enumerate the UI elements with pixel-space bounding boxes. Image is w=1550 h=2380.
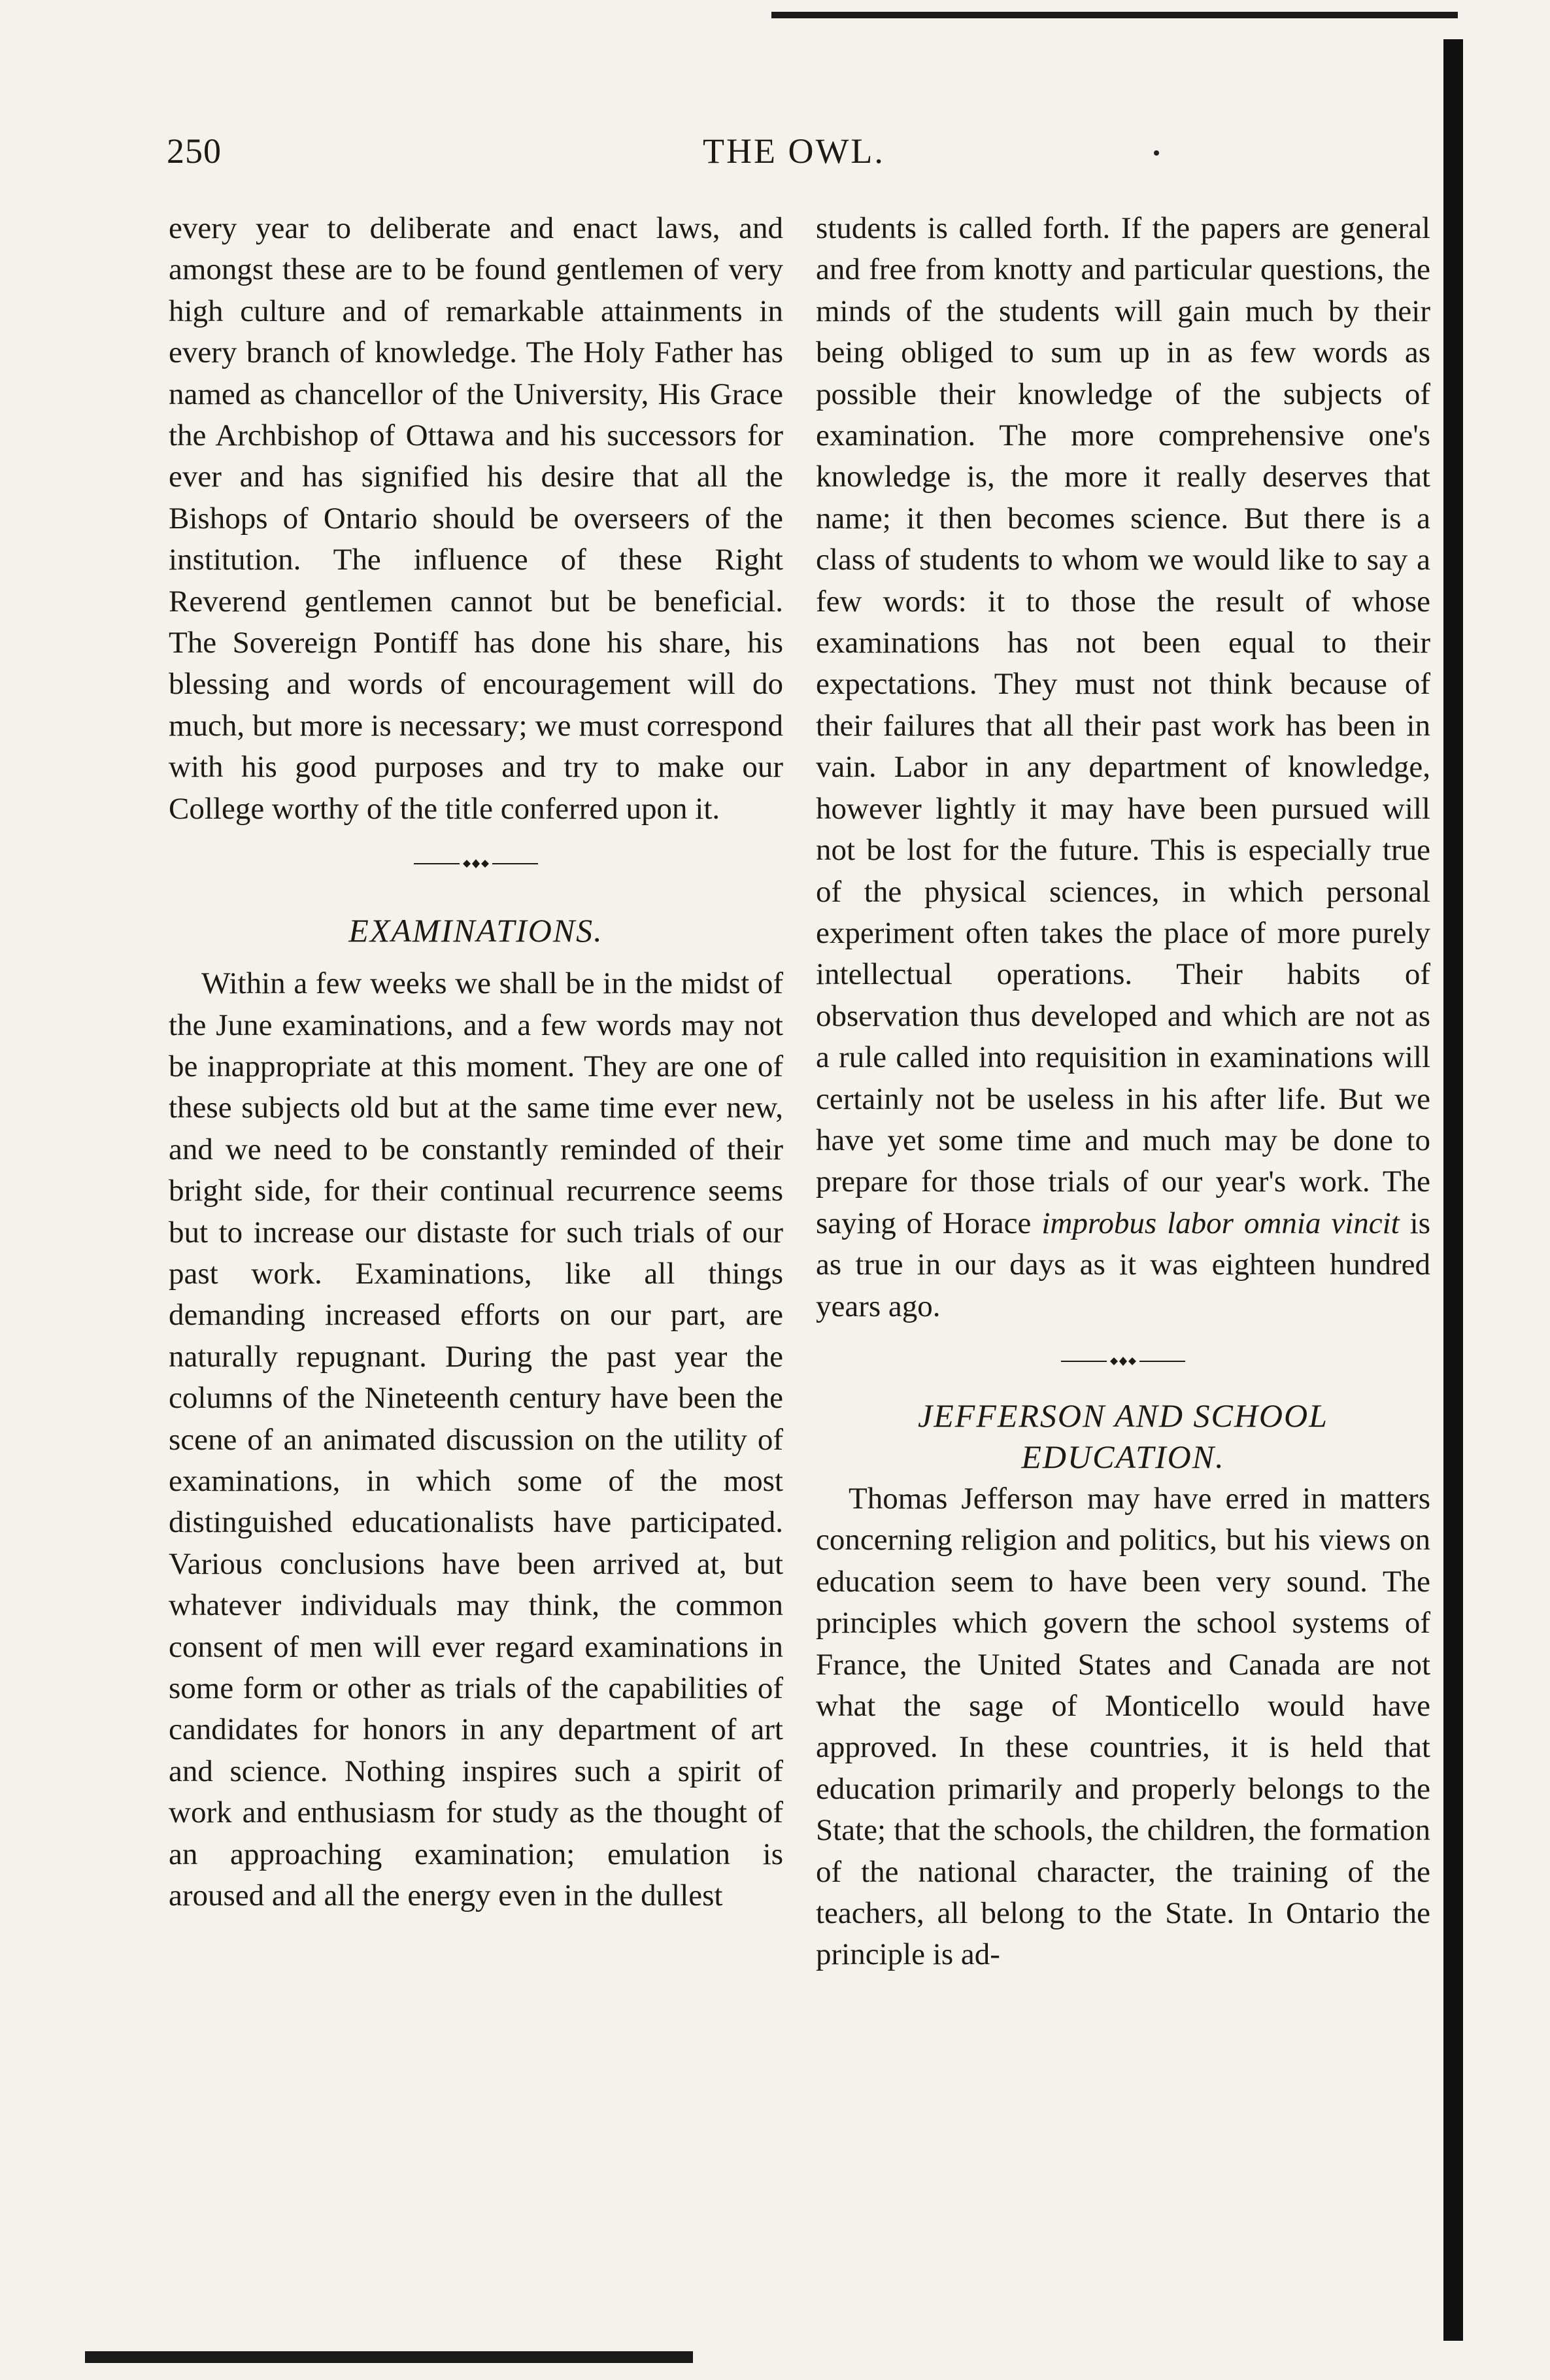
examinations-paragraph: Within a few weeks we shall be in the midst of the June examinations, and a few words may not be inappropriate at this moment. They are one of these subjects old but at the same time ever new, and we need to be constantly reminded of their bright side, for their continual recurrence seems but to increase our distaste for such trials of our past work. Examinations, like all things demanding increased efforts on our part, are naturally repugnant. During the past year the columns of the Nineteenth century have been the scene of an animated discussion on the utility of examinations, in which some of the most distinguished educationalists have participated. Various conclusions have been arrived at, but whatever individuals may think, the common consent of men will ever regard examinations in some form or other as trials of the capabilities of candidates for honors in any department of art and science. Nothing inspires such a spirit of work and enthusiasm for study as the thought of an approaching examination; emulation is aroused and all the energy even in the dullest bbox=[169, 966, 783, 1913]
scan-right-edge-bar bbox=[1443, 39, 1463, 2341]
ornament-divider-icon bbox=[1061, 1355, 1185, 1368]
continuation-text-end: is as true in our days as it was eighteen hundred years ago. bbox=[816, 1206, 1431, 1323]
running-title: THE OWL. bbox=[703, 131, 885, 171]
jefferson-paragraph: Thomas Jefferson may have erred in matters concerning religion and politics, but his views on education seem to have been very sound. The principles which govern the school systems of France, the United States and Canada are not what the sage of Monticello would have approved. In these countries, it is held that education primarily and properly belongs to the State; that the schools, the children, the formation of the national character, the training of the teachers, all belong to the State. In Ontario the principle is ad- bbox=[816, 1481, 1430, 1972]
continuation-text: students is called forth. If the papers are general and free from knotty and particular questions, the minds of the students will gain much by their being obliged to sum up in as few words as possible their knowledge of the subjects of examination. The more comprehensive one's knowledge is, the more it really deserves that name; it then becomes science. But there is a class of students to whom we would like to say a few words: it to those the result of whose examinations has not been equal to their expectations. They must not think because of their failures that all their past work has been in vain. Labor in any department of knowledge, however lightly it may have been pursued will not be lost for the future. This is especially true of the physical sciences, in which personal experiment often takes the place of more purely intellectual operations. Their habits of observation thus developed and which are not as a rule called into requisition in examinations will certainly not be useless in his after life. But we have yet some time and much may be done to prepare for those trials of our year's work. The saying of Horace bbox=[816, 211, 1430, 1240]
ornament-divider-icon bbox=[414, 857, 538, 870]
page-header bbox=[167, 131, 1409, 183]
header-dot bbox=[1154, 150, 1159, 156]
scan-top-rule bbox=[771, 12, 1458, 18]
jefferson-heading-line2: EDUCATION. bbox=[1021, 1438, 1225, 1476]
section-ornament bbox=[816, 1327, 1430, 1395]
latin-quote: improbus labor omnia vincit bbox=[1041, 1206, 1400, 1240]
jefferson-heading-line1: JEFFERSON AND SCHOOL bbox=[918, 1397, 1328, 1434]
jefferson-heading bbox=[816, 1395, 1430, 1478]
continuation-paragraph bbox=[816, 208, 1430, 1327]
left-column bbox=[169, 208, 783, 1916]
scan-bottom-rule bbox=[85, 2351, 693, 2363]
examinations-heading: EXAMINATIONS. bbox=[348, 912, 603, 949]
intro-paragraph: every year to deliberate and enact laws, and amongst these are to be found gentlemen of very high culture and of remarkable attainments in every branch of knowledge. The Holy Father has named as chancellor of the University, His Grace the Archbishop of Ottawa and his successors for ever and has signified his desire that all the Bishops of Ontario should be overseers of the institution. The influence of these Right Reverend gentlemen cannot but be beneficial. The Sovereign Pontiff has done his share, his blessing and words of encouragement will do much, but more is necessary; we must correspond with his good purposes and try to make our College worthy of the title conferred upon it. bbox=[169, 211, 783, 826]
section-ornament bbox=[169, 830, 783, 898]
page-number: 250 bbox=[167, 131, 222, 171]
right-column bbox=[816, 208, 1430, 1976]
